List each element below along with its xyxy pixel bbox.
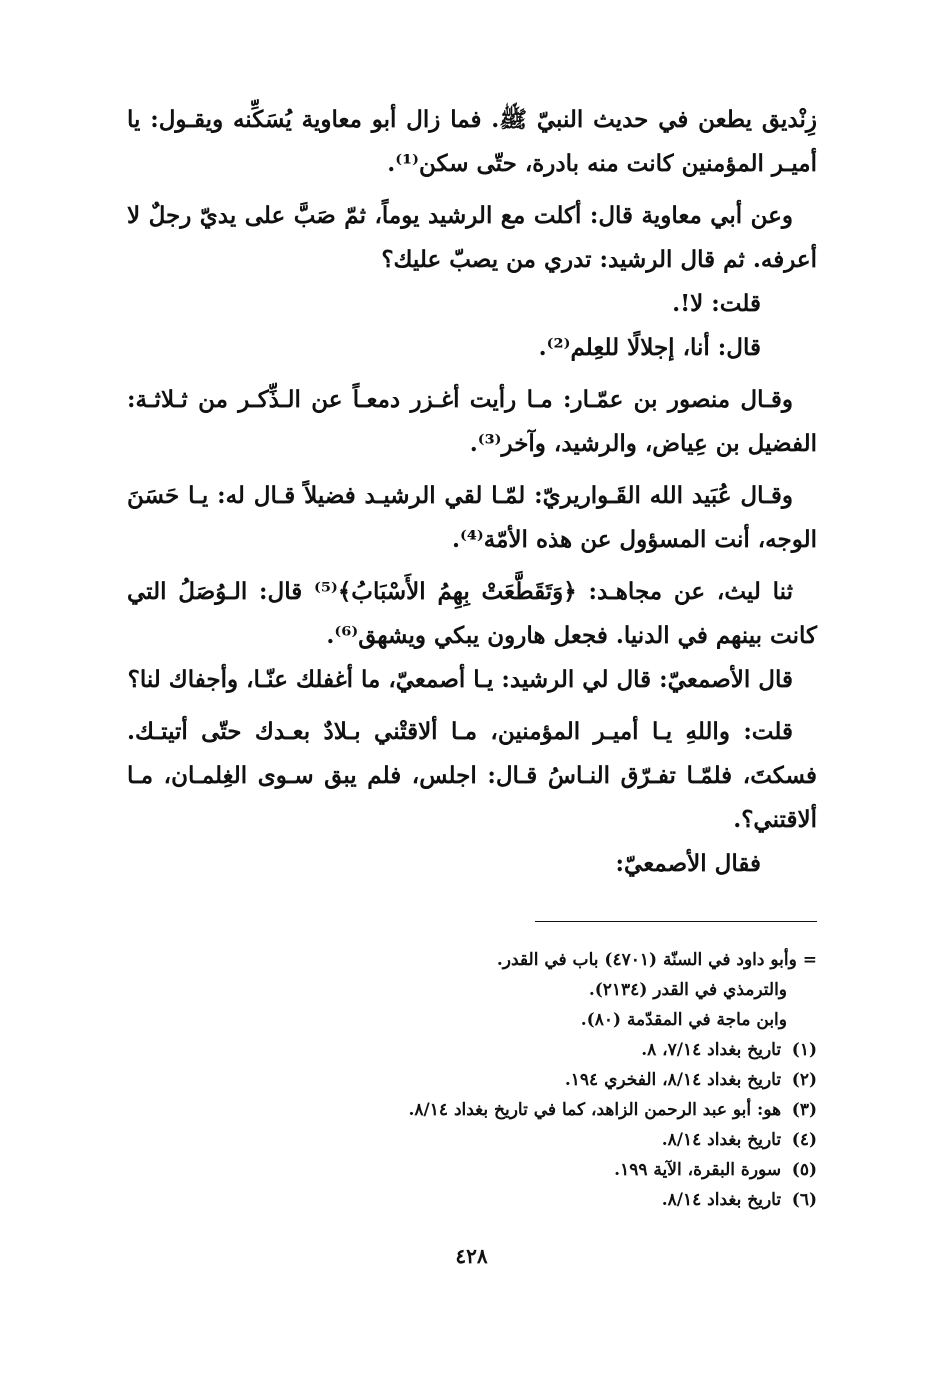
footnote-continuation-1: = وأبو داود في السنّة (٤٧٠١) باب في القدر.	[496, 950, 817, 970]
footnote-continuation-2: والترمذي في القدر (٢١٣٤).	[588, 980, 787, 1000]
footnote-number: (٢)	[791, 1070, 817, 1090]
footnote-5	[127, 1155, 817, 1185]
paragraph-7: ثنا ليث، عن مجاهـد: ﴿وَتَقَطَّعَتْ بِهِمُ الأَسْبَابُ﴾⁽⁵⁾ قال: الـوُصَلُ التي كانت بينهم في الدنيا. فجعل هارون يبكي ويشهق⁽⁶⁾.	[127, 578, 817, 649]
footnote-divider	[535, 921, 817, 922]
paragraph-9: قلت: واللهِ يـا أميـر المؤمنين، مـا ألاقتْني بـلادٌ بعـدك حتّى أتيتـك. فسكتَ، فلمّـا تفـرّق النـاسُ قـال: اجلس، فلم يبق سـوى الغِلمـان، مـا ألاقتني؟.	[127, 718, 817, 833]
footnote-text: هو: أبو عبد الرحمن الزاهد، كما في تاريخ بغداد ٨/١٤.	[408, 1100, 782, 1120]
footnote-1	[127, 1035, 817, 1065]
footnote-4	[127, 1125, 817, 1155]
footnote-number: (٣)	[791, 1100, 817, 1120]
paragraph-1: زِنْديق يطعن في حديث النبيّ ﷺ. فما زال أبو معاوية يُسَكِّنه ويقـول: يا أميـر المؤمنين كانت منه بادرة، حتّى سكن⁽¹⁾.	[127, 106, 817, 177]
footnote-text: تاريخ بغداد ٨/١٤، الفخري ١٩٤.	[564, 1070, 782, 1090]
footnote-text: تاريخ بغداد ٧/١٤، ٨.	[641, 1040, 782, 1060]
line-4: قال: أنا، إجلالًا للعِلم⁽²⁾.	[538, 334, 761, 361]
footnote-text: سورة البقرة، الآية ١٩٩.	[614, 1160, 782, 1180]
footnote-continuation-3: وابن ماجة في المقدّمة (٨٠).	[580, 1010, 787, 1030]
paragraph-5: وقـال منصور بن عمّـار: مـا رأيت أغـزر دمعـاً عن الـذِّكـر من ثـلاثـة: الفضيل بن عِياض، والرشيد، وآخر⁽³⁾.	[127, 386, 817, 457]
paragraph-2: وعن أبي معاوية قال: أكلت مع الرشيد يوماً، ثمّ صَبَّ على يديّ رجلٌ لا أعرفه. ثم قال الرشيد: تدري من يصبّ عليك؟	[127, 202, 817, 273]
footnote-text: تاريخ بغداد ٨/١٤.	[661, 1190, 782, 1210]
footnote-text: تاريخ بغداد ٨/١٤.	[661, 1130, 782, 1150]
footnote-number: (٤)	[791, 1130, 817, 1150]
paragraph-6: وقـال عُبَيد الله القَـواريريّ: لمّـا لقي الرشيـد فضيلاً قـال له: يـا حَسَنَ الوجه، أنت المسؤول عن هذه الأمّة⁽⁴⁾.	[127, 482, 817, 553]
footnote-2	[127, 1065, 817, 1095]
main-text	[127, 98, 817, 886]
footnote-6	[127, 1185, 817, 1215]
paragraph-8: قال الأصمعيّ: قال لي الرشيد: يـا أصمعيّ، ما أغفلك عنّـا، وأجفاك لنا؟	[127, 666, 793, 693]
footnote-number: (٦)	[791, 1190, 817, 1210]
footnote-number: (١)	[791, 1040, 817, 1060]
page-number: ٤٢٨	[455, 1244, 488, 1268]
footnote-3	[127, 1095, 817, 1125]
footnotes	[127, 945, 817, 1215]
footnote-number: (٥)	[791, 1160, 817, 1180]
line-10: فقال الأصمعيّ:	[615, 850, 761, 877]
line-3: قلت: لا!.	[672, 290, 761, 317]
